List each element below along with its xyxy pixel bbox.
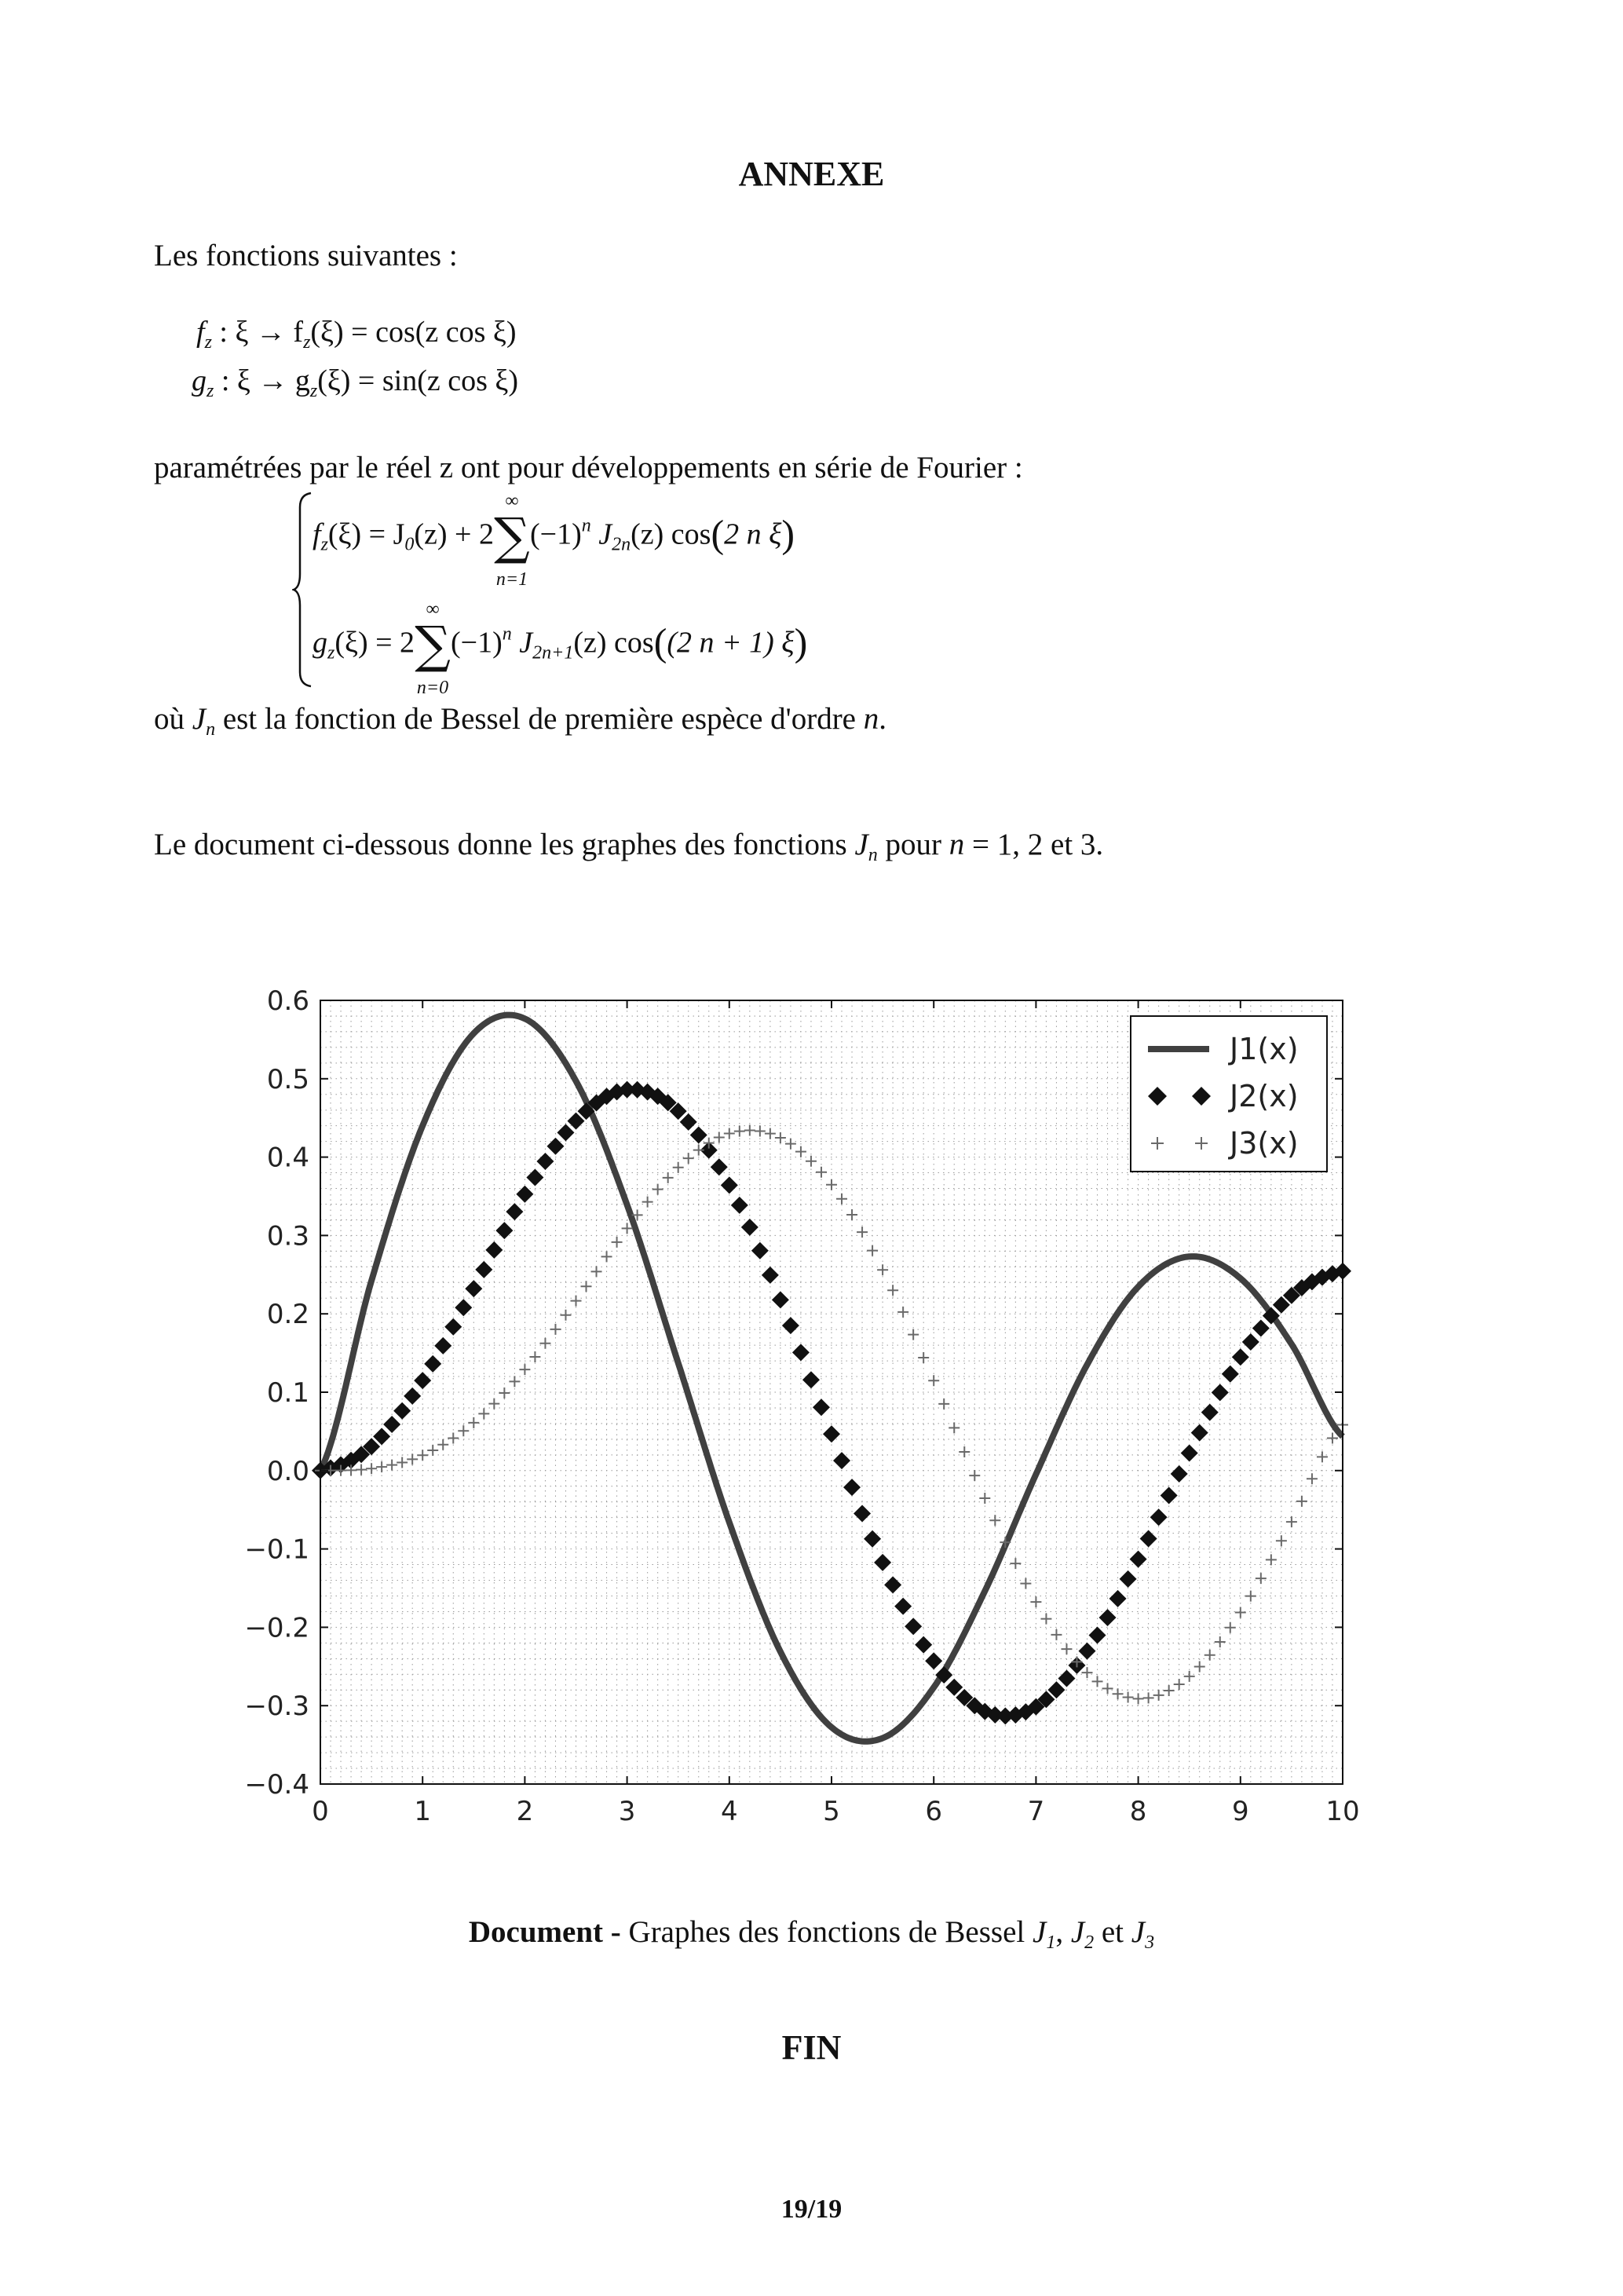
x-tick-label: 3 [618, 1796, 636, 1827]
heading: ANNEXE [738, 155, 885, 193]
legend-label-j2x: J2(x) [1230, 1079, 1299, 1113]
x-tick-label: 6 [925, 1796, 943, 1827]
equation-f-series: $f_z(\xi) = J_0(z) + 2$ ∞ ∑ n=1 $(-1)^n$ $J_{2n}(z)$ cos(2 n ξ) [313, 491, 795, 590]
end-marker: FIN [781, 2028, 842, 2067]
x-tick-label: 4 [720, 1796, 738, 1827]
definition-f: $f_z$ : $\xi \to f_z(\xi) = \cos(z$ cos ξ) [196, 316, 517, 353]
x-tick-label: 1 [414, 1796, 432, 1827]
x-tick-label: 10 [1325, 1796, 1360, 1827]
legend-label-j1x: J1(x) [1230, 1032, 1299, 1066]
intro-text: Les fonctions suivantes : [154, 239, 458, 272]
y-tick-label: 0.1 [266, 1377, 309, 1409]
y-tick-label: 0.6 [266, 985, 309, 1017]
legend-label-j3x: J3(x) [1230, 1126, 1299, 1161]
x-tick-label: 7 [1027, 1796, 1045, 1827]
x-tick-label: 5 [823, 1796, 840, 1827]
bessel-chart [220, 958, 1382, 1837]
document-note: Le document ci-dessous donne les graphes des fonctions $J_n$ pour n = 1, 2 et 3. [154, 828, 1104, 865]
y-tick-label: −0.4 [244, 1769, 309, 1801]
y-tick-label: 0.5 [266, 1063, 309, 1095]
y-tick-label: 0.2 [266, 1299, 309, 1331]
bessel-definition-note: où $J_n$ est la fonction de Bessel de première espèce d'ordre n. [154, 702, 886, 740]
y-tick-label: −0.2 [244, 1612, 309, 1644]
definition-g: $g_z$ : $\xi \to g_z(\xi) = \sin(z$ cos ξ) [192, 364, 518, 401]
x-tick-label: 2 [516, 1796, 534, 1827]
equation-g-series: $g_z(\xi) = 2$ ∞ ∑ n=0 $(-1)^n$ $J_{2n+1}(z)$ cos((2 n + 1) ξ) [313, 599, 808, 698]
series-intro: paramétrées par le réel z ont pour développements en série de Fourier : [154, 451, 1023, 484]
y-tick-label: 0.3 [266, 1220, 309, 1252]
y-tick-label: 0.0 [266, 1455, 309, 1487]
x-tick-label: 9 [1231, 1796, 1249, 1827]
y-tick-label: −0.3 [244, 1691, 309, 1723]
y-tick-label: 0.4 [266, 1142, 309, 1174]
page-number: 19/19 [780, 2195, 843, 2224]
figure-caption: Document - Graphes des fonctions de Bessel $J_1$, $J_2$ et $J_3$ [468, 1915, 1155, 1953]
summation-symbol: ∞ ∑ n=0 [415, 599, 451, 698]
x-tick-label: 8 [1129, 1796, 1147, 1827]
summation-symbol: ∞ ∑ n=1 [494, 491, 530, 590]
x-tick-label: 0 [312, 1796, 329, 1827]
y-tick-label: −0.1 [244, 1534, 309, 1566]
